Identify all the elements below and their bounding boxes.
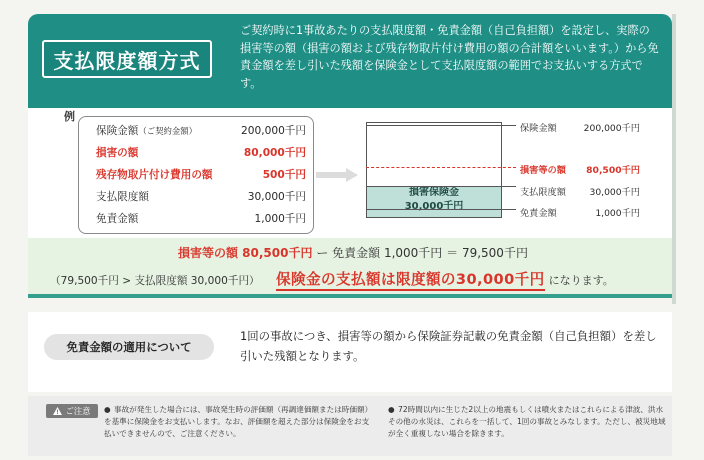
- example-row-sub: （ご契約金額）: [138, 125, 197, 136]
- example-label: 例: [64, 110, 75, 123]
- example-row-value: 200,000千円: [241, 124, 306, 137]
- diagram-label-text: 免責金額: [520, 208, 557, 219]
- example-row-label: 支払限度額: [96, 190, 149, 203]
- formula-equals: ＝: [442, 246, 462, 260]
- diagram-label-text: 保険金額: [520, 123, 557, 134]
- formula: [178, 244, 578, 261]
- diagram-value-text: 30,000千円: [589, 187, 640, 198]
- diagram-label-deductible: [520, 205, 640, 219]
- diagram-value-text: 80,500千円: [586, 165, 640, 176]
- formula-minus: ー: [312, 246, 333, 260]
- warning-icon: [53, 407, 62, 415]
- damage-line: [366, 167, 516, 168]
- diagram-label-insured: [520, 120, 640, 134]
- example-row-label: 保険金額: [96, 124, 139, 137]
- example-row-value: 30,000千円: [247, 190, 306, 203]
- page-edge-rule: [672, 14, 676, 304]
- example-row: [96, 164, 306, 184]
- deductible-line: [366, 209, 516, 210]
- section-title: 支払限度額方式: [42, 40, 212, 78]
- formula-deductible: 免責金額 1,000千円: [332, 246, 443, 260]
- insured-line: [366, 125, 516, 126]
- example-row-value: 500千円: [262, 168, 306, 181]
- diagram-value-text: 200,000千円: [583, 123, 640, 134]
- example-row-value: 80,000千円: [243, 146, 306, 159]
- example-row-label: 残存物取片付け費用の額: [96, 168, 213, 181]
- example-row-label: 損害の額: [96, 146, 139, 159]
- caution-right-text: 72時間以内に生じた2以上の地震もしくは噴火またはこれらによる津波、洪水その他の水災は、これらを一括して、1回の事故とみなします。ただし、被災地域が全く重複しない場合を除きます。: [388, 405, 666, 438]
- example-row: [96, 120, 306, 140]
- caution-tag-label: ご注意: [65, 406, 91, 416]
- result-row: [50, 268, 680, 291]
- example-row: [96, 208, 306, 228]
- diagram-label-damage: [520, 162, 640, 176]
- result-tail: になります。: [548, 274, 614, 287]
- intro-text: ご契約時に1事故あたりの支払限度額・免責金額（自己負担額）を設定し、実際の損害等の額（損害の額および残存物取片付け費用の額の合計額をいいます。）から免責金額を差し引いた残額を保険金として支払限度額の範囲でお支払いする方式です。: [240, 24, 659, 90]
- diagram-value-text: 1,000千円: [595, 208, 640, 219]
- deductible-text: 1回の事故につき、損害等の額から保険証券記載の免責金額（自己負担額）を差し引いた残額となります。: [240, 329, 657, 363]
- example-row: [96, 142, 306, 162]
- caution-note-left: ● 事故が発生した場合には、事故発生時の評価額（再調達価額または時価額）を基準に保険金をお支払いします。なお、評価額を超えた部分は保険金をお支払いできませんので、ご注意ください。: [104, 405, 370, 438]
- caution-note-right: ● 72時間以内に生じた2以上の地震もしくは噴火またはこれらによる津波、洪水その他の水災は、これらを一括して、1回の事故とみなします。ただし、被災地域が全く重複しない場合を除きます。: [388, 405, 666, 438]
- example-row-value: 1,000千円: [254, 212, 306, 225]
- limit-line: [366, 186, 516, 187]
- example-row-label: 免責金額: [96, 212, 139, 225]
- caution-left-text: 事故が発生した場合には、事故発生時の評価額（再調達価額または時価額）を基準に保険金をお支払いします。なお、評価額を超えた部分は保険金をお支払いできませんので、ご注意ください。: [104, 405, 370, 438]
- arrow-right-icon: [316, 168, 358, 182]
- formula-damage: 損害等の額 80,500千円: [178, 246, 313, 260]
- payout-label-text: 損害保険金: [409, 187, 459, 198]
- example-row: [96, 186, 306, 206]
- diagram-label-limit: [520, 184, 640, 198]
- caution-tag: [46, 404, 98, 418]
- result-headline: 保険金の支払額は限度額の30,000千円: [276, 268, 545, 291]
- result-note: （79,500千円 > 支払限度額 30,000千円）: [50, 275, 260, 287]
- diagram-label-text: 支払限度額: [520, 187, 566, 198]
- formula-result: 79,500千円: [461, 246, 528, 260]
- diagram-label-text: 損害等の額: [520, 165, 566, 176]
- deductible-label: 免責金額の適用について: [44, 334, 214, 360]
- payout-value-text: 30,000千円: [404, 201, 464, 212]
